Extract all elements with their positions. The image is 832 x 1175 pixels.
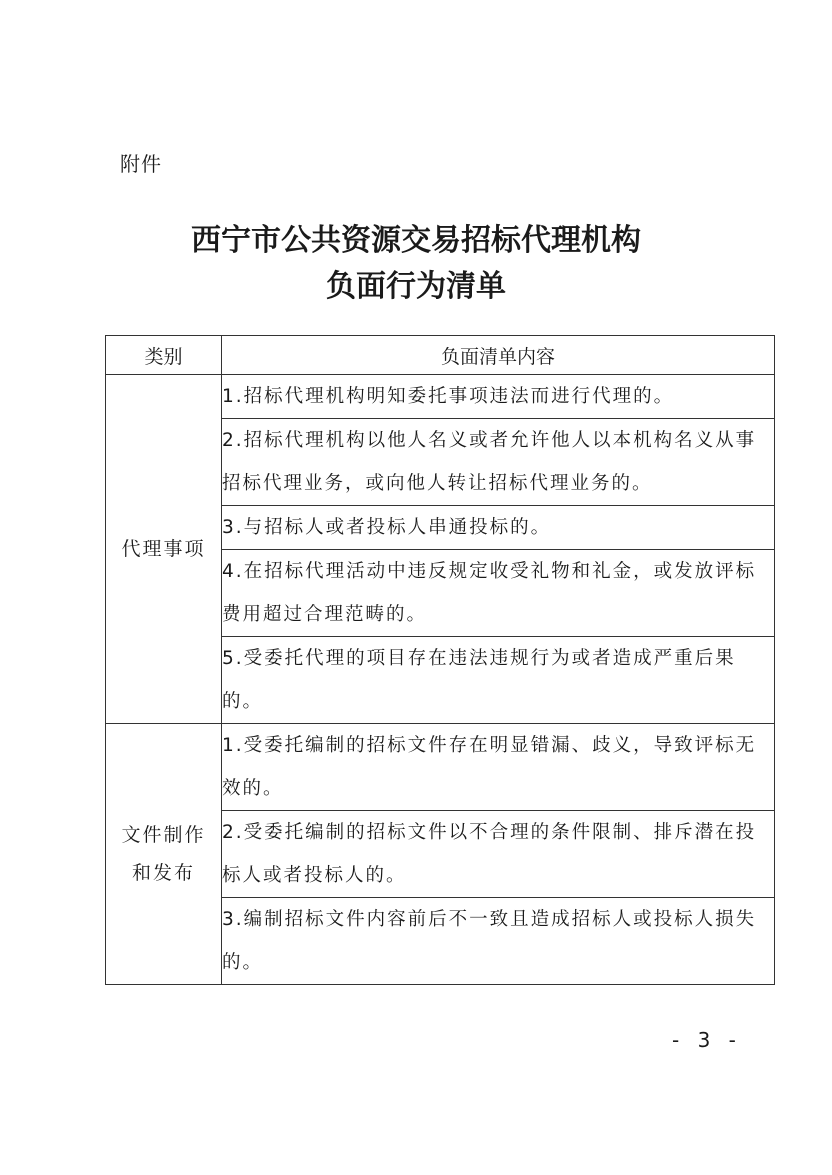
category-document-preparation [106, 724, 222, 985]
list-item: 5.受委托代理的项目存在违法违规行为或者造成严重后果的。 [222, 637, 775, 724]
header-category: 类别 [106, 336, 222, 375]
category-line-2: 和发布 [131, 862, 195, 884]
list-item: 3.与招标人或者投标人串通投标的。 [222, 506, 775, 550]
list-item: 2.招标代理机构以他人名义或者允许他人以本机构名义从事招标代理业务，或向他人转让招标代理业务的。 [222, 419, 775, 506]
list-item: 3.编制招标文件内容前后不一致且造成招标人或投标人损失的。 [222, 898, 775, 985]
list-item: 4.在招标代理活动中违反规定收受礼物和礼金，或发放评标费用超过合理范畴的。 [222, 550, 775, 637]
negative-list-table [105, 335, 775, 985]
table-row [106, 724, 775, 811]
table-header-row [106, 336, 775, 375]
attachment-label: 附件 [120, 152, 162, 176]
category-line-1: 文件制作 [121, 824, 206, 846]
list-item: 1.受委托编制的招标文件存在明显错漏、歧义，导致评标无效的。 [222, 724, 775, 811]
title-line-1: 西宁市公共资源交易招标代理机构 [191, 223, 641, 258]
list-item: 1.招标代理机构明知委托事项违法而进行代理的。 [222, 375, 775, 419]
category-agency-matters: 代理事项 [106, 375, 222, 724]
list-item: 2.受委托编制的招标文件以不合理的条件限制、排斥潜在投标人或者投标人的。 [222, 811, 775, 898]
document-title [0, 218, 832, 310]
page-number: - 3 - [672, 1028, 742, 1052]
title-line-2: 负面行为清单 [326, 269, 506, 304]
header-content: 负面清单内容 [222, 336, 775, 375]
table-row [106, 375, 775, 419]
